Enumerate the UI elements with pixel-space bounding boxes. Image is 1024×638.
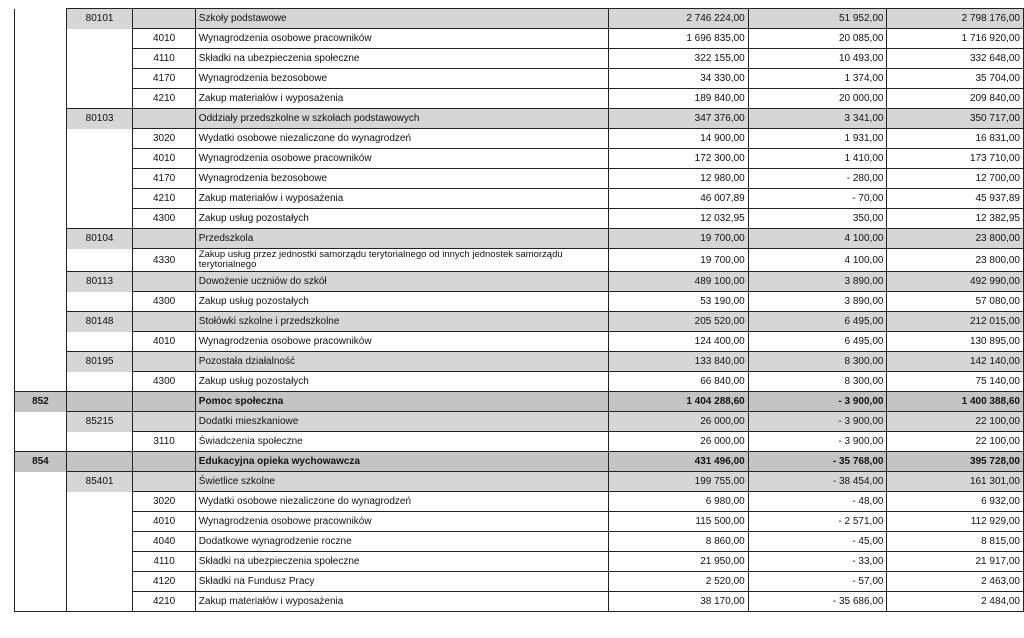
plan-amount-cell: 14 900,00	[609, 129, 748, 149]
after-change-amount-cell: 16 831,00	[887, 129, 1024, 149]
paragraph-code-cell: 4330	[133, 249, 195, 272]
change-amount-cell: 51 952,00	[748, 9, 887, 29]
after-change-amount-cell: 332 648,00	[887, 49, 1024, 69]
after-change-amount-cell: 112 929,00	[887, 512, 1024, 532]
division-code-cell	[15, 332, 67, 352]
division-code-cell	[15, 412, 67, 432]
table-row	[15, 209, 1024, 229]
plan-amount-cell: 205 520,00	[609, 312, 748, 332]
paragraph-code-cell: 4300	[133, 292, 195, 312]
chapter-row	[15, 312, 1024, 332]
plan-amount-cell: 8 860,00	[609, 532, 748, 552]
after-change-amount-cell: 173 710,00	[887, 149, 1024, 169]
chapter-row	[15, 272, 1024, 292]
paragraph-code-cell	[133, 452, 195, 472]
description-cell: Szkoły podstawowe	[195, 9, 609, 29]
division-code-cell	[15, 352, 67, 372]
description-cell: Przedszkola	[195, 229, 609, 249]
budget-table-body	[15, 9, 1024, 612]
after-change-amount-cell: 161 301,00	[887, 472, 1024, 492]
change-amount-cell: 10 493,00	[748, 49, 887, 69]
description-cell: Zakup usług przez jednostki samorządu terytorialnego od innych jednostek samorządu terytorialnego	[195, 249, 609, 272]
change-amount-cell: - 3 900,00	[748, 412, 887, 432]
chapter-code-cell	[66, 532, 133, 552]
after-change-amount-cell: 142 140,00	[887, 352, 1024, 372]
division-code-cell	[15, 292, 67, 312]
chapter-code-cell: 80104	[66, 229, 133, 249]
paragraph-code-cell: 4300	[133, 372, 195, 392]
chapter-code-cell	[66, 169, 133, 189]
change-amount-cell: 6 495,00	[748, 332, 887, 352]
paragraph-code-cell: 4010	[133, 512, 195, 532]
division-code-cell	[15, 312, 67, 332]
table-row	[15, 492, 1024, 512]
after-change-amount-cell: 395 728,00	[887, 452, 1024, 472]
division-code-cell	[15, 209, 67, 229]
change-amount-cell: 350,00	[748, 209, 887, 229]
paragraph-code-cell: 3020	[133, 129, 195, 149]
after-change-amount-cell: 130 895,00	[887, 332, 1024, 352]
description-cell: Świadczenia społeczne	[195, 432, 609, 452]
after-change-amount-cell: 492 990,00	[887, 272, 1024, 292]
chapter-code-cell: 80195	[66, 352, 133, 372]
division-code-cell	[15, 532, 67, 552]
table-row	[15, 372, 1024, 392]
after-change-amount-cell: 23 800,00	[887, 229, 1024, 249]
division-code-cell	[15, 69, 67, 89]
chapter-code-cell	[66, 512, 133, 532]
chapter-row	[15, 412, 1024, 432]
change-amount-cell: - 57,00	[748, 572, 887, 592]
table-row	[15, 29, 1024, 49]
plan-amount-cell: 12 032,95	[609, 209, 748, 229]
description-cell: Zakup usług pozostałych	[195, 292, 609, 312]
division-code-cell	[15, 592, 67, 612]
table-row	[15, 432, 1024, 452]
plan-amount-cell: 199 755,00	[609, 472, 748, 492]
after-change-amount-cell: 8 815,00	[887, 532, 1024, 552]
chapter-code-cell	[66, 592, 133, 612]
after-change-amount-cell: 1 400 388,60	[887, 392, 1024, 412]
plan-amount-cell: 26 000,00	[609, 432, 748, 452]
change-amount-cell: - 3 900,00	[748, 432, 887, 452]
description-cell: Wydatki osobowe niezaliczone do wynagrodzeń	[195, 129, 609, 149]
plan-amount-cell: 46 007,89	[609, 189, 748, 209]
after-change-amount-cell: 212 015,00	[887, 312, 1024, 332]
description-cell: Dodatki mieszkaniowe	[195, 412, 609, 432]
description-cell: Zakup materiałów i wyposażenia	[195, 592, 609, 612]
chapter-code-cell	[66, 292, 133, 312]
paragraph-code-cell: 4170	[133, 69, 195, 89]
paragraph-code-cell: 4110	[133, 49, 195, 69]
division-code-cell	[15, 149, 67, 169]
paragraph-code-cell	[133, 352, 195, 372]
change-amount-cell: 4 100,00	[748, 229, 887, 249]
chapter-code-cell	[66, 89, 133, 109]
after-change-amount-cell: 22 100,00	[887, 432, 1024, 452]
division-code-cell	[15, 49, 67, 69]
paragraph-code-cell: 4210	[133, 189, 195, 209]
after-change-amount-cell: 2 798 176,00	[887, 9, 1024, 29]
chapter-row	[15, 352, 1024, 372]
plan-amount-cell: 53 190,00	[609, 292, 748, 312]
table-row	[15, 552, 1024, 572]
division-code-cell	[15, 372, 67, 392]
table-row	[15, 89, 1024, 109]
table-row	[15, 592, 1024, 612]
after-change-amount-cell: 2 484,00	[887, 592, 1024, 612]
division-code-cell	[15, 272, 67, 292]
table-row	[15, 332, 1024, 352]
description-cell: Wynagrodzenia osobowe pracowników	[195, 332, 609, 352]
chapter-code-cell	[66, 552, 133, 572]
change-amount-cell: 6 495,00	[748, 312, 887, 332]
table-row	[15, 249, 1024, 272]
table-row	[15, 512, 1024, 532]
plan-amount-cell: 19 700,00	[609, 249, 748, 272]
description-cell: Edukacyjna opieka wychowawcza	[195, 452, 609, 472]
division-row	[15, 392, 1024, 412]
division-code-cell	[15, 229, 67, 249]
plan-amount-cell: 489 100,00	[609, 272, 748, 292]
division-code-cell	[15, 89, 67, 109]
plan-amount-cell: 1 696 835,00	[609, 29, 748, 49]
after-change-amount-cell: 2 463,00	[887, 572, 1024, 592]
table-row	[15, 49, 1024, 69]
after-change-amount-cell: 45 937,89	[887, 189, 1024, 209]
plan-amount-cell: 2 746 224,00	[609, 9, 748, 29]
description-cell: Oddziały przedszkolne w szkołach podstawowych	[195, 109, 609, 129]
change-amount-cell: - 33,00	[748, 552, 887, 572]
chapter-code-cell: 85215	[66, 412, 133, 432]
plan-amount-cell: 38 170,00	[609, 592, 748, 612]
plan-amount-cell: 115 500,00	[609, 512, 748, 532]
change-amount-cell: 3 890,00	[748, 272, 887, 292]
description-cell: Składki na ubezpieczenia społeczne	[195, 49, 609, 69]
division-code-cell	[15, 169, 67, 189]
chapter-code-cell	[66, 149, 133, 169]
chapter-code-cell	[66, 392, 133, 412]
division-code-cell	[15, 109, 67, 129]
division-code-cell	[15, 512, 67, 532]
paragraph-code-cell: 4170	[133, 169, 195, 189]
after-change-amount-cell: 6 932,00	[887, 492, 1024, 512]
chapter-code-cell: 85401	[66, 472, 133, 492]
division-code-cell	[15, 249, 67, 272]
after-change-amount-cell: 12 382,95	[887, 209, 1024, 229]
plan-amount-cell: 34 330,00	[609, 69, 748, 89]
plan-amount-cell: 66 840,00	[609, 372, 748, 392]
description-cell: Dowożenie uczniów do szkół	[195, 272, 609, 292]
description-cell: Pomoc społeczna	[195, 392, 609, 412]
plan-amount-cell: 6 980,00	[609, 492, 748, 512]
after-change-amount-cell: 75 140,00	[887, 372, 1024, 392]
paragraph-code-cell	[133, 109, 195, 129]
chapter-code-cell	[66, 69, 133, 89]
chapter-code-cell: 80113	[66, 272, 133, 292]
chapter-code-cell	[66, 249, 133, 272]
description-cell: Wynagrodzenia bezosobowe	[195, 169, 609, 189]
paragraph-code-cell	[133, 312, 195, 332]
plan-amount-cell: 431 496,00	[609, 452, 748, 472]
chapter-code-cell	[66, 129, 133, 149]
description-cell: Składki na ubezpieczenia społeczne	[195, 552, 609, 572]
plan-amount-cell: 19 700,00	[609, 229, 748, 249]
description-cell: Wynagrodzenia osobowe pracowników	[195, 29, 609, 49]
description-cell: Pozostała działalność	[195, 352, 609, 372]
change-amount-cell: 1 931,00	[748, 129, 887, 149]
change-amount-cell: - 70,00	[748, 189, 887, 209]
division-code-cell	[15, 552, 67, 572]
description-cell: Składki na Fundusz Pracy	[195, 572, 609, 592]
after-change-amount-cell: 209 840,00	[887, 89, 1024, 109]
paragraph-code-cell	[133, 392, 195, 412]
plan-amount-cell: 322 155,00	[609, 49, 748, 69]
chapter-row	[15, 9, 1024, 29]
change-amount-cell: 8 300,00	[748, 372, 887, 392]
paragraph-code-cell	[133, 229, 195, 249]
table-row	[15, 69, 1024, 89]
division-code-cell	[15, 9, 67, 29]
budget-table	[14, 8, 1024, 612]
paragraph-code-cell: 4010	[133, 149, 195, 169]
division-code-cell	[15, 492, 67, 512]
plan-amount-cell: 347 376,00	[609, 109, 748, 129]
division-code-cell	[15, 572, 67, 592]
paragraph-code-cell: 4110	[133, 552, 195, 572]
after-change-amount-cell: 35 704,00	[887, 69, 1024, 89]
paragraph-code-cell: 4120	[133, 572, 195, 592]
plan-amount-cell: 172 300,00	[609, 149, 748, 169]
paragraph-code-cell: 4040	[133, 532, 195, 552]
chapter-code-cell	[66, 572, 133, 592]
change-amount-cell: 1 374,00	[748, 69, 887, 89]
description-cell: Dodatkowe wynagrodzenie roczne	[195, 532, 609, 552]
plan-amount-cell: 21 950,00	[609, 552, 748, 572]
plan-amount-cell: 133 840,00	[609, 352, 748, 372]
chapter-row	[15, 472, 1024, 492]
chapter-code-cell	[66, 452, 133, 472]
chapter-code-cell	[66, 209, 133, 229]
paragraph-code-cell: 3020	[133, 492, 195, 512]
paragraph-code-cell	[133, 472, 195, 492]
change-amount-cell: 8 300,00	[748, 352, 887, 372]
after-change-amount-cell: 21 917,00	[887, 552, 1024, 572]
table-row	[15, 292, 1024, 312]
after-change-amount-cell: 12 700,00	[887, 169, 1024, 189]
description-cell: Wydatki osobowe niezaliczone do wynagrodzeń	[195, 492, 609, 512]
plan-amount-cell: 2 520,00	[609, 572, 748, 592]
paragraph-code-cell: 4210	[133, 89, 195, 109]
chapter-row	[15, 229, 1024, 249]
plan-amount-cell: 189 840,00	[609, 89, 748, 109]
chapter-code-cell	[66, 432, 133, 452]
paragraph-code-cell: 4210	[133, 592, 195, 612]
chapter-code-cell: 80101	[66, 9, 133, 29]
chapter-code-cell	[66, 492, 133, 512]
change-amount-cell: - 38 454,00	[748, 472, 887, 492]
change-amount-cell: 3 890,00	[748, 292, 887, 312]
chapter-code-cell: 80103	[66, 109, 133, 129]
paragraph-code-cell	[133, 272, 195, 292]
change-amount-cell: - 45,00	[748, 532, 887, 552]
division-code-cell: 854	[15, 452, 67, 472]
plan-amount-cell: 124 400,00	[609, 332, 748, 352]
paragraph-code-cell: 3110	[133, 432, 195, 452]
change-amount-cell: - 2 571,00	[748, 512, 887, 532]
plan-amount-cell: 26 000,00	[609, 412, 748, 432]
change-amount-cell: - 280,00	[748, 169, 887, 189]
plan-amount-cell: 1 404 288,60	[609, 392, 748, 412]
chapter-code-cell	[66, 29, 133, 49]
change-amount-cell: 1 410,00	[748, 149, 887, 169]
change-amount-cell: 20 000,00	[748, 89, 887, 109]
division-row	[15, 452, 1024, 472]
after-change-amount-cell: 22 100,00	[887, 412, 1024, 432]
description-cell: Zakup materiałów i wyposażenia	[195, 189, 609, 209]
description-cell: Świetlice szkolne	[195, 472, 609, 492]
budget-table-container	[14, 8, 1024, 612]
paragraph-code-cell: 4300	[133, 209, 195, 229]
change-amount-cell: - 35 686,00	[748, 592, 887, 612]
chapter-code-cell	[66, 332, 133, 352]
change-amount-cell: - 48,00	[748, 492, 887, 512]
chapter-code-cell	[66, 49, 133, 69]
after-change-amount-cell: 350 717,00	[887, 109, 1024, 129]
description-cell: Wynagrodzenia osobowe pracowników	[195, 149, 609, 169]
plan-amount-cell: 12 980,00	[609, 169, 748, 189]
division-code-cell: 852	[15, 392, 67, 412]
chapter-code-cell	[66, 189, 133, 209]
table-row	[15, 129, 1024, 149]
after-change-amount-cell: 23 800,00	[887, 249, 1024, 272]
division-code-cell	[15, 129, 67, 149]
chapter-code-cell: 80148	[66, 312, 133, 332]
change-amount-cell: 20 085,00	[748, 29, 887, 49]
chapter-row	[15, 109, 1024, 129]
description-cell: Wynagrodzenia osobowe pracowników	[195, 512, 609, 532]
chapter-code-cell	[66, 372, 133, 392]
change-amount-cell: - 35 768,00	[748, 452, 887, 472]
change-amount-cell: 4 100,00	[748, 249, 887, 272]
paragraph-code-cell: 4010	[133, 332, 195, 352]
division-code-cell	[15, 472, 67, 492]
change-amount-cell: 3 341,00	[748, 109, 887, 129]
description-cell: Zakup usług pozostałych	[195, 209, 609, 229]
paragraph-code-cell	[133, 9, 195, 29]
after-change-amount-cell: 1 716 920,00	[887, 29, 1024, 49]
description-cell: Wynagrodzenia bezosobowe	[195, 69, 609, 89]
description-cell: Zakup usług pozostałych	[195, 372, 609, 392]
table-row	[15, 572, 1024, 592]
division-code-cell	[15, 189, 67, 209]
table-row	[15, 149, 1024, 169]
paragraph-code-cell: 4010	[133, 29, 195, 49]
table-row	[15, 169, 1024, 189]
change-amount-cell: - 3 900,00	[748, 392, 887, 412]
description-cell: Stołówki szkolne i przedszkolne	[195, 312, 609, 332]
division-code-cell	[15, 432, 67, 452]
table-row	[15, 532, 1024, 552]
description-cell: Zakup materiałów i wyposażenia	[195, 89, 609, 109]
division-code-cell	[15, 29, 67, 49]
table-row	[15, 189, 1024, 209]
paragraph-code-cell	[133, 412, 195, 432]
after-change-amount-cell: 57 080,00	[887, 292, 1024, 312]
